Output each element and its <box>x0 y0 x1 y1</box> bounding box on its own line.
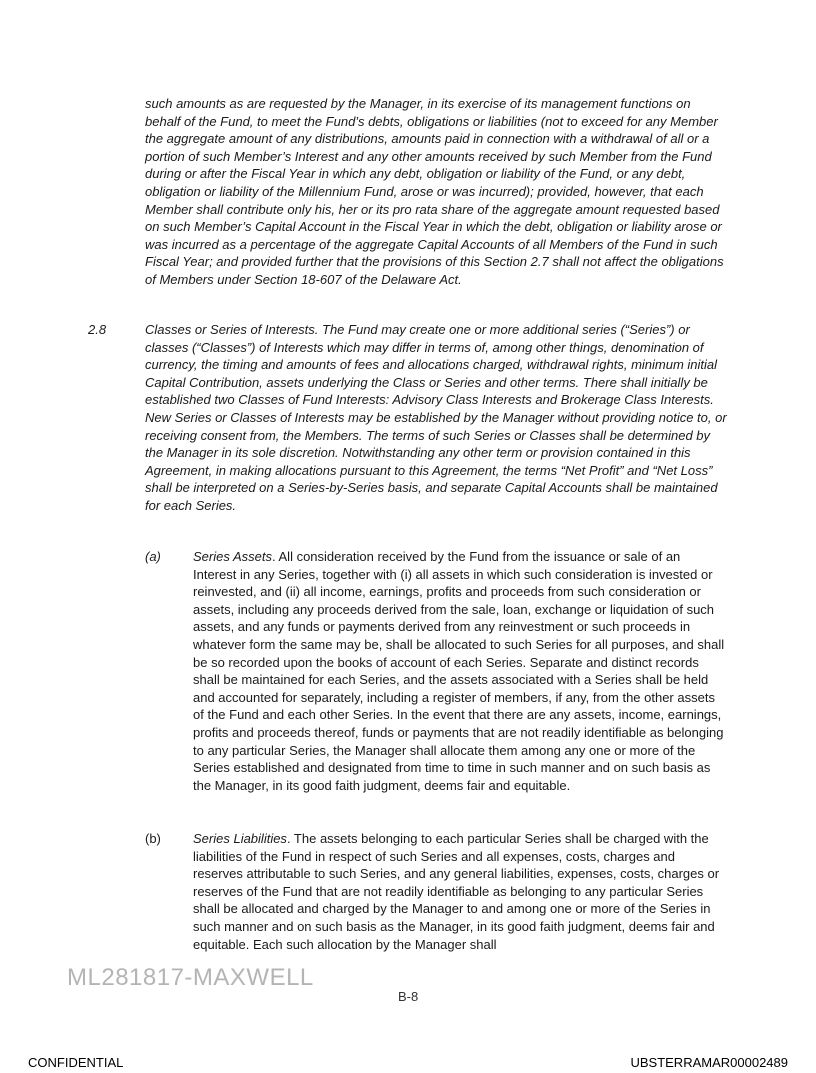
subsection-a-text: . All consideration received by the Fund from the issuance or sale of an Interest in any Series, together with (i) all assets in which such consideration is invested or reinvested, and (ii) all income, earnings, profits and proceeds from such consideration or assets, including any proceeds derived from the sale, loan, exchange or liquidation of such assets, and any funds or payments derived from any reinvestment or such proceeds in whatever form the same may be, shall be allocated to such Series for all purposes, and shall be so recorded upon the books of account of each Series. Separate and distinct records shall be maintained for each Series, and the assets associated with a Series shall be held and accounted for separately, including a register of members, if any, from the other assets of the Fund and each other Series. In the event that there are any assets, income, earnings, profits and proceeds thereof, funds or payments that are not readily identifiable as belonging to any particular Series, the Manager shall allocate them among any one or more of the Series established and designated from time to time in such manner and on such basis as the Manager, in its good faith judgment, deems fair and equitable. <box>193 549 725 793</box>
subsection-a-paragraph <box>193 548 727 794</box>
subsection-a-heading: Series Assets <box>193 549 272 564</box>
continuation-paragraph: such amounts as are requested by the Manager, in its exercise of its management functions on behalf of the Fund, to meet the Fund’s debts, obligations or liabilities (not to exceed for any Member the aggregate amount of any distributions, amounts paid in connection with a withdrawal of all or a portion of such Member’s Interest and any other amounts received by such Member from the Fund during or after the Fiscal Year in which any debt, obligation or liability of the Fund, or any debt, obligation or liability of the Millennium Fund, arose or was incurred); provided, however, that each Member shall contribute only his, her or its pro rata share of the aggregate amount requested based on such Member’s Capital Account in the Fiscal Year in which the debt, obligation or liability arose or was incurred as a percentage of the aggregate Capital Accounts of all Members of the Fund in such Fiscal Year; and provided further that the provisions of this Section 2.7 shall not affect the obligations of Members under Section 18-607 of the Delaware Act. <box>145 96 724 287</box>
subsection-b-paragraph <box>193 830 727 953</box>
subsection-b-text: . The assets belonging to each particular Series shall be charged with the liabilities of the Fund in respect of such Series and all expenses, costs, charges and reserves attributable to such Series, and any general liabilities, expenses, costs, charges or reserves of the Fund that are not readily identifiable as belonging to any particular Series shall be allocated and charged by the Manager to and among one or more of the Series in such manner and on such basis as the Manager, in its good faith judgment, deems fair and equitable. Each such allocation by the Manager shall <box>193 831 720 952</box>
bates-number: UBSTERRAMAR00002489 <box>630 1055 788 1070</box>
subsection-b-heading: Series Liabilities <box>193 831 287 846</box>
section-2-8-paragraph: Classes or Series of Interests. The Fund may create one or more additional series (“Series”) or classes (“Classes”) of Interests which may differ in terms of, among other things, denomination of currency, the timing and amounts of fees and allocations charged, withdrawal rights, minimum initial Capital Contribution, assets underlying the Class or Series and other terms. There shall initially be established two Classes of Fund Interests: Advisory Class Interests and Brokerage Class Interests. New Series or Classes of Interests may be established by the Manager without providing notice to, or receiving consent from, the Members. The terms of such Series or Classes shall be determined by the Manager in its sole discretion. Notwithstanding any other term or provision contained in this Agreement, in making allocations pursuant to this Agreement, the terms “Net Profit” and “Net Loss” shall be interpreted on a Series-by-Series basis, and separate Capital Accounts shall be maintained for each Series. <box>145 322 727 513</box>
document-watermark: ML281817-MAXWELL <box>67 964 314 991</box>
subsection-a-label: (a) <box>145 549 161 564</box>
subsection-b-label: (b) <box>145 831 161 846</box>
page-number: B-8 <box>398 989 419 1004</box>
section-2-8-number: 2.8 <box>88 322 107 337</box>
confidential-label: CONFIDENTIAL <box>28 1055 124 1070</box>
